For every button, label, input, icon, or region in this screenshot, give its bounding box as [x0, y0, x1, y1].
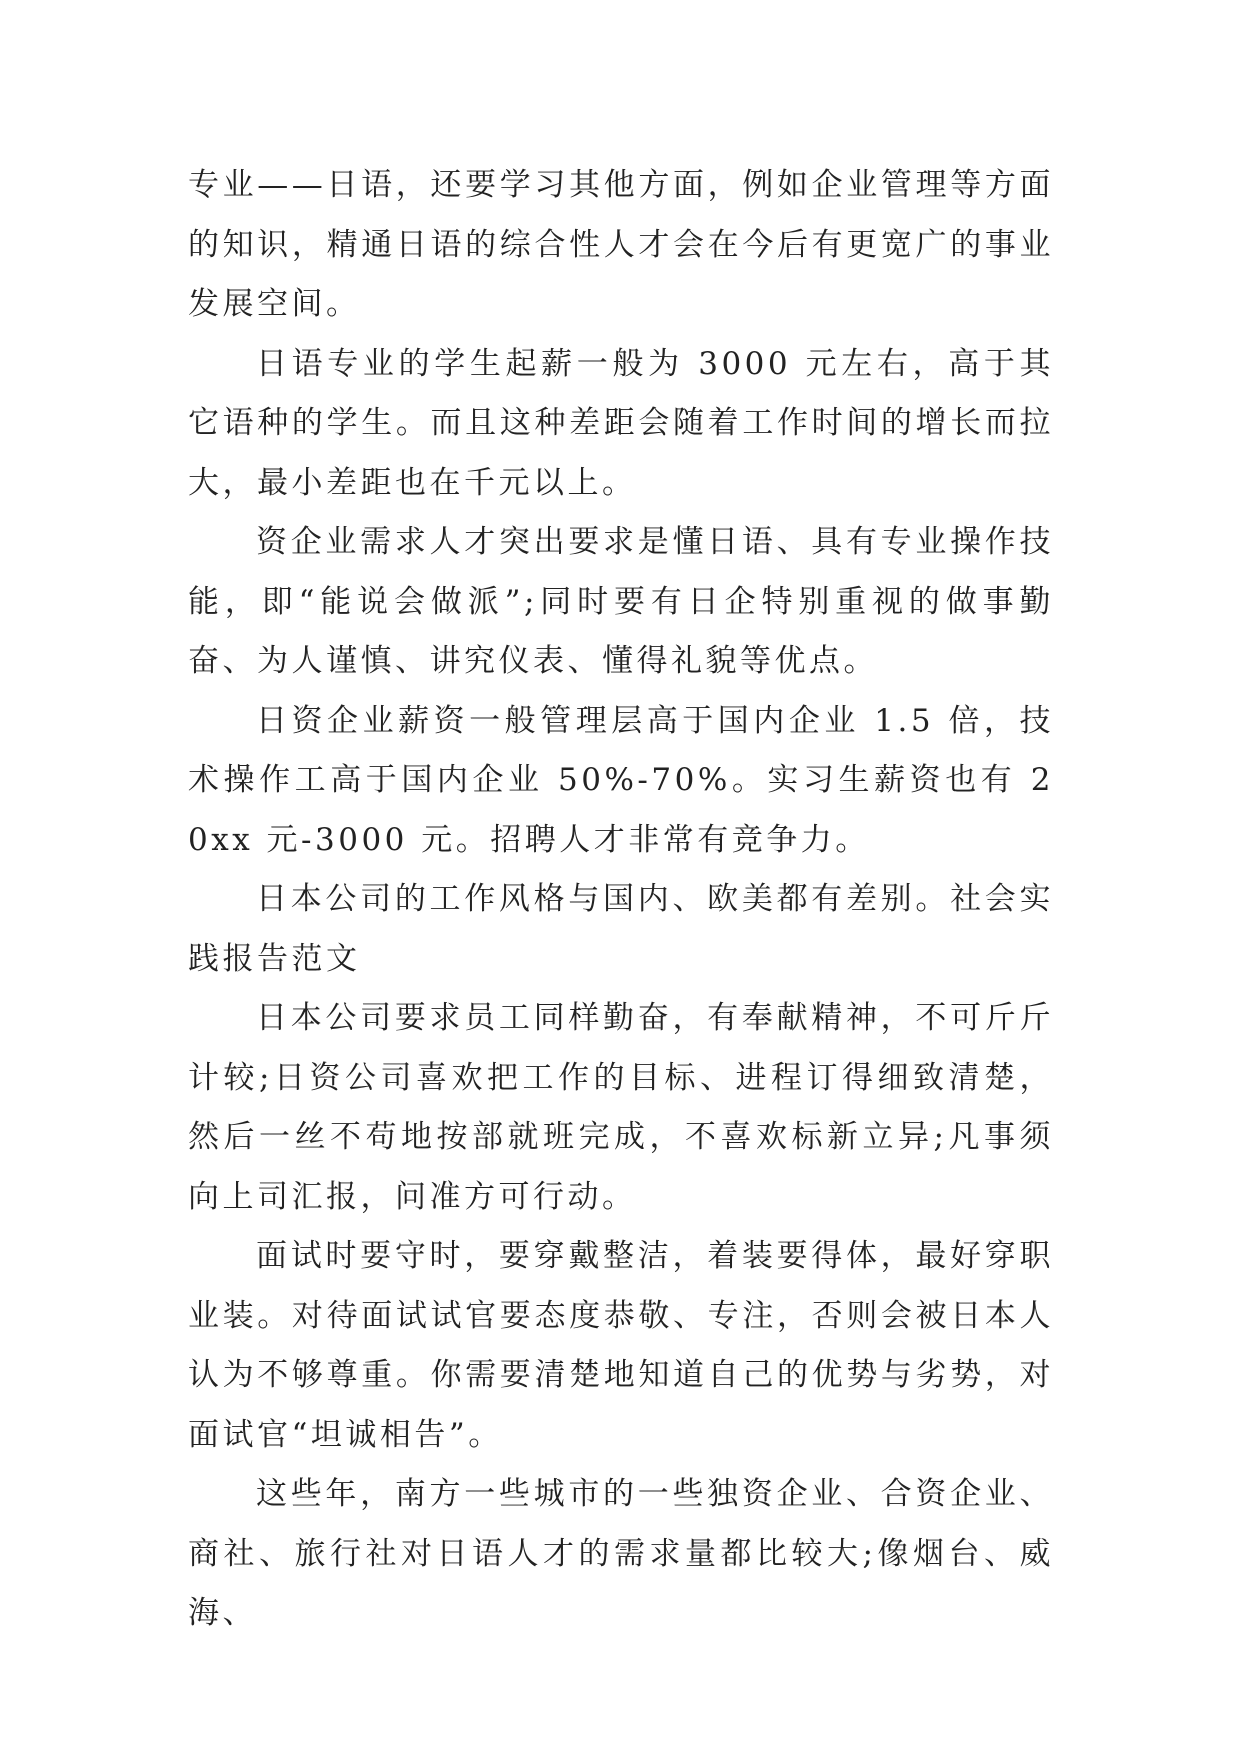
paragraph-interview-tips: 面试时要守时，要穿戴整洁，着装要得体，最好穿职业装。对待面试试官要态度恭敬、专注，否则会被日本人认为不够尊重。你需要清楚地知道自己的优势与劣势，对面试官“坦诚相告”。	[188, 1238, 1054, 1453]
document-body	[188, 156, 1054, 1644]
paragraph-regional-demand: 这些年，南方一些城市的一些独资企业、合资企业、商社、旅行社对日语人才的需求量都比较大;像烟台、威海、	[188, 1476, 1054, 1631]
paragraph-continuation: 专业——日语，还要学习其他方面，例如企业管理等方面的知识，精通日语的综合性人才会在今后有更宽广的事业发展空间。	[188, 167, 1054, 322]
paragraph-starting-salary: 日语专业的学生起薪一般为 3000 元左右，高于其它语种的学生。而且这种差距会随着工作时间的增长而拉大，最小差距也在千元以上。	[188, 345, 1054, 501]
paragraph-company-expectations: 日本公司要求员工同样勤奋，有奉献精神，不可斤斤计较;日资公司喜欢把工作的目标、进程订得细致清楚，然后一丝不苟地按部就班完成，不喜欢标新立异;凡事须向上司汇报，问准方可行动。	[188, 1000, 1054, 1215]
paragraph-work-style: 日本公司的工作风格与国内、欧美都有差别。社会实践报告范文	[188, 881, 1054, 977]
paragraph-talent-requirements: 资企业需求人才突出要求是懂日语、具有专业操作技能，即“能说会做派”;同时要有日企特别重视的做事勤奋、为人谨慎、讲究仪表、懂得礼貌等优点。	[188, 524, 1054, 679]
paragraph-salary-comparison: 日资企业薪资一般管理层高于国内企业 1.5 倍，技术操作工高于国内企业 50%-70%。实习生薪资也有 20xx 元-3000 元。招聘人才非常有竞争力。	[188, 702, 1054, 858]
